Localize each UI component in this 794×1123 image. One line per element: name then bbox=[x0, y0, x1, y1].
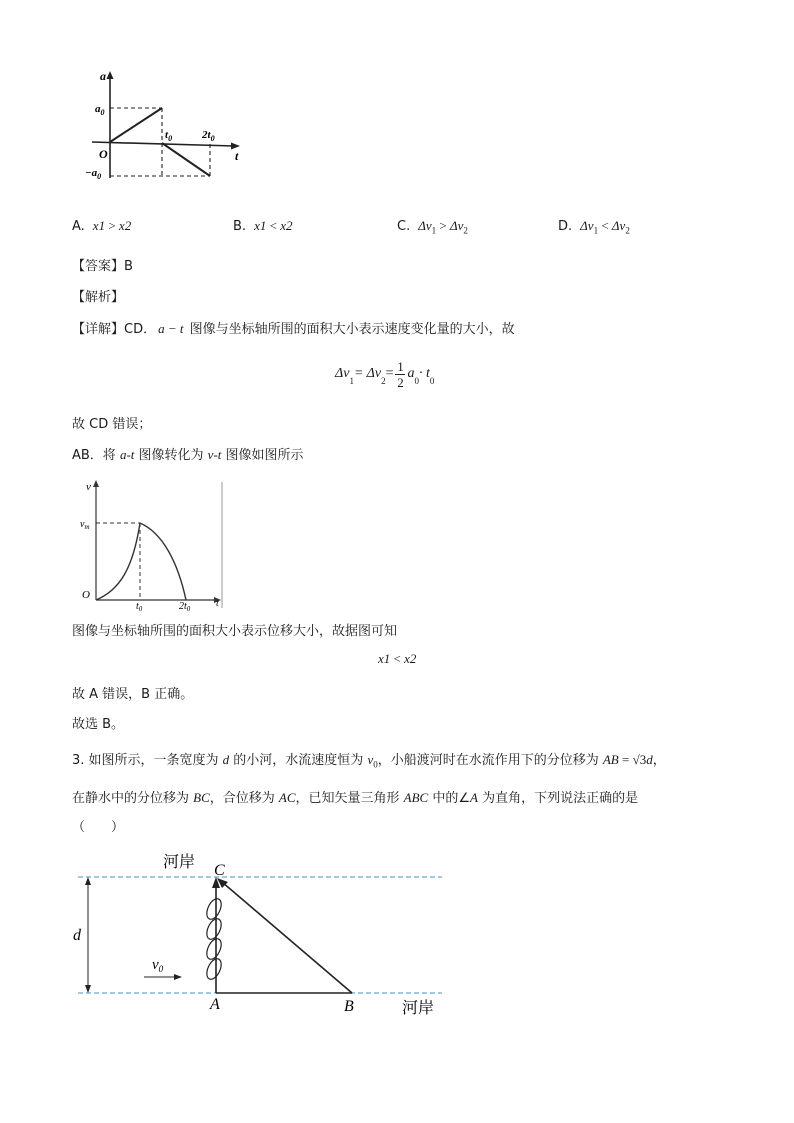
option-d[interactable] bbox=[558, 218, 630, 236]
option-a[interactable] bbox=[72, 218, 131, 234]
at-label-t: t bbox=[235, 149, 239, 163]
eq1-lhs: Δv bbox=[335, 366, 350, 381]
line-ab-mid: 图像转化为 bbox=[134, 448, 208, 463]
vt-label-2t0: $2t_0$ bbox=[179, 601, 191, 613]
q3-line1 bbox=[72, 749, 666, 770]
q3-p2: 的小河，水流速度恒为 bbox=[229, 753, 368, 768]
at-label-t0: $t_0$ bbox=[165, 129, 173, 143]
detail-part1: CD． bbox=[124, 322, 157, 337]
option-b[interactable] bbox=[233, 218, 292, 234]
at-label-neg-a0: $-a_0$ bbox=[85, 167, 102, 181]
option-c-letter: C. bbox=[397, 219, 411, 234]
option-c-op: > bbox=[436, 218, 450, 233]
at-graph bbox=[82, 68, 252, 183]
boat-wake-1 bbox=[204, 896, 224, 921]
eq1-mid: = Δv bbox=[353, 366, 382, 381]
line-ab-pre: AB．将 bbox=[72, 448, 120, 463]
option-b-rhs: x2 bbox=[280, 218, 293, 233]
option-c-lhs: Δv bbox=[418, 218, 432, 233]
at-label-a0: $a_0$ bbox=[95, 103, 105, 117]
q3-p4: = √3 bbox=[618, 752, 647, 767]
option-d-op: < bbox=[598, 218, 612, 233]
eq1-lhs-sub: 1 bbox=[349, 376, 354, 386]
q3-bracket: （ ） bbox=[72, 820, 125, 835]
boat-wake-2 bbox=[204, 916, 224, 941]
detail-var: a − t bbox=[158, 321, 184, 336]
option-a-op: > bbox=[105, 218, 119, 233]
q3-l2c: ，已知矢量三角形 bbox=[295, 791, 404, 806]
vt-label-t: t bbox=[216, 598, 219, 609]
q3-abc: ABC bbox=[403, 790, 429, 805]
option-d-letter: D. bbox=[558, 219, 573, 234]
equation-x bbox=[378, 651, 416, 667]
q3-p5: ， bbox=[652, 753, 666, 768]
eq1-tail: a bbox=[407, 366, 415, 381]
line-ab-post: 图像如图所示 bbox=[221, 448, 304, 463]
boat-wake-3 bbox=[204, 936, 224, 961]
equation-dv bbox=[335, 352, 434, 396]
q3-d2: d bbox=[646, 752, 653, 767]
answer-value: B bbox=[124, 259, 133, 274]
eq2-lhs: x1 bbox=[378, 651, 391, 666]
q3-line2 bbox=[72, 787, 638, 806]
at-line-down bbox=[162, 143, 210, 176]
at-line-up bbox=[110, 108, 162, 142]
option-c-rhs-sub: 2 bbox=[463, 225, 468, 236]
eq1-mid-sub: 2 bbox=[381, 376, 386, 386]
q3-p3: ，小船渡河时在水流作用下的分位移为 bbox=[377, 753, 603, 768]
q3-l2b: ，合位移为 bbox=[209, 791, 279, 806]
option-d-lhs-sub: 1 bbox=[593, 225, 599, 236]
vt-label-vm: $v_m$ bbox=[80, 519, 90, 531]
q3-a: A bbox=[470, 790, 478, 805]
vt-label-t0: $t_0$ bbox=[136, 601, 143, 613]
width-arrow-top bbox=[85, 877, 91, 885]
q3-d: d bbox=[222, 752, 230, 767]
line-ab-vt: v-t bbox=[207, 447, 222, 462]
eq2-rhs: x2 bbox=[404, 651, 417, 666]
q3-v0: v bbox=[367, 752, 374, 767]
at-label-origin: O bbox=[99, 147, 108, 161]
option-d-lhs: Δv bbox=[580, 218, 594, 233]
v0-label: $v_0$ bbox=[152, 957, 164, 974]
point-a-label: A bbox=[210, 996, 220, 1013]
at-label-a: a bbox=[100, 69, 106, 83]
bank-top-label: 河岸 bbox=[163, 852, 196, 871]
point-c-label: C bbox=[214, 862, 225, 879]
option-c[interactable] bbox=[397, 218, 468, 236]
q3-l2e: 为直角，下列说法正确的是 bbox=[477, 791, 639, 806]
option-b-op: < bbox=[266, 218, 281, 233]
answer-line bbox=[72, 255, 133, 274]
v0-arrow-head bbox=[174, 974, 182, 980]
analysis-tag: 【解析】 bbox=[72, 290, 125, 305]
eq1-tail-sub: 0 bbox=[414, 376, 419, 386]
option-c-rhs: Δv bbox=[449, 218, 464, 233]
vt-graph bbox=[78, 478, 228, 613]
vt-label-v: v bbox=[86, 481, 91, 493]
at-label-2t0: $2t_0$ bbox=[202, 129, 215, 143]
line-ab-at: a-t bbox=[119, 447, 135, 462]
detail-line bbox=[72, 318, 515, 337]
eq2-op: < bbox=[390, 651, 405, 666]
detail-part2: 图像与坐标轴所围的面积大小表示速度变化量的大小，故 bbox=[185, 322, 515, 337]
option-a-rhs: x2 bbox=[118, 218, 132, 233]
at-axis-a-arrow bbox=[107, 71, 114, 79]
eq1-num: 1 bbox=[397, 358, 404, 374]
line-a-wrong: 故 A 错误，B 正确。 bbox=[72, 687, 194, 702]
option-a-letter: A. bbox=[72, 219, 85, 234]
eq1-eq: = bbox=[385, 366, 394, 381]
q3-ac: AC bbox=[278, 790, 296, 805]
river-figure bbox=[60, 845, 450, 1025]
line-area: 图像与坐标轴所围的面积大小表示位移大小，故据图可知 bbox=[72, 624, 398, 639]
vector-bc bbox=[222, 882, 352, 993]
bank-bottom-label: 河岸 bbox=[402, 998, 435, 1017]
vt-label-origin: O bbox=[82, 589, 90, 601]
option-b-letter: B. bbox=[233, 219, 247, 234]
width-label-d: d bbox=[73, 927, 81, 944]
eq1-fraction bbox=[395, 359, 405, 390]
q3-l2d: 中的∠ bbox=[428, 791, 471, 806]
option-b-lhs: x1 bbox=[254, 218, 267, 233]
detail-tag: 【详解】 bbox=[72, 322, 125, 337]
boat-wake-4 bbox=[204, 956, 224, 981]
option-d-rhs-sub: 2 bbox=[625, 225, 630, 236]
q3-bc: BC bbox=[193, 790, 210, 805]
q3-v0-sub: 0 bbox=[373, 759, 378, 770]
option-a-lhs: x1 bbox=[92, 218, 106, 233]
q3-ab: AB bbox=[602, 752, 619, 767]
point-b-label: B bbox=[344, 998, 354, 1015]
eq1-dot: · t bbox=[418, 366, 430, 381]
answer-tag: 【答案】 bbox=[72, 259, 125, 274]
line-choose: 故选 B。 bbox=[72, 717, 125, 732]
q3-p1: 3. 如图所示，一条宽度为 bbox=[72, 753, 223, 768]
option-c-lhs-sub: 1 bbox=[431, 225, 437, 236]
width-arrow-bottom bbox=[85, 985, 91, 993]
eq1-tail2-sub: 0 bbox=[429, 376, 435, 386]
line-cd-wrong: 故 CD 错误； bbox=[72, 417, 152, 432]
q3-l2a: 在静水中的分位移为 bbox=[72, 791, 194, 806]
option-d-rhs: Δv bbox=[611, 218, 626, 233]
line-ab bbox=[72, 444, 304, 463]
eq1-den: 2 bbox=[397, 374, 404, 390]
